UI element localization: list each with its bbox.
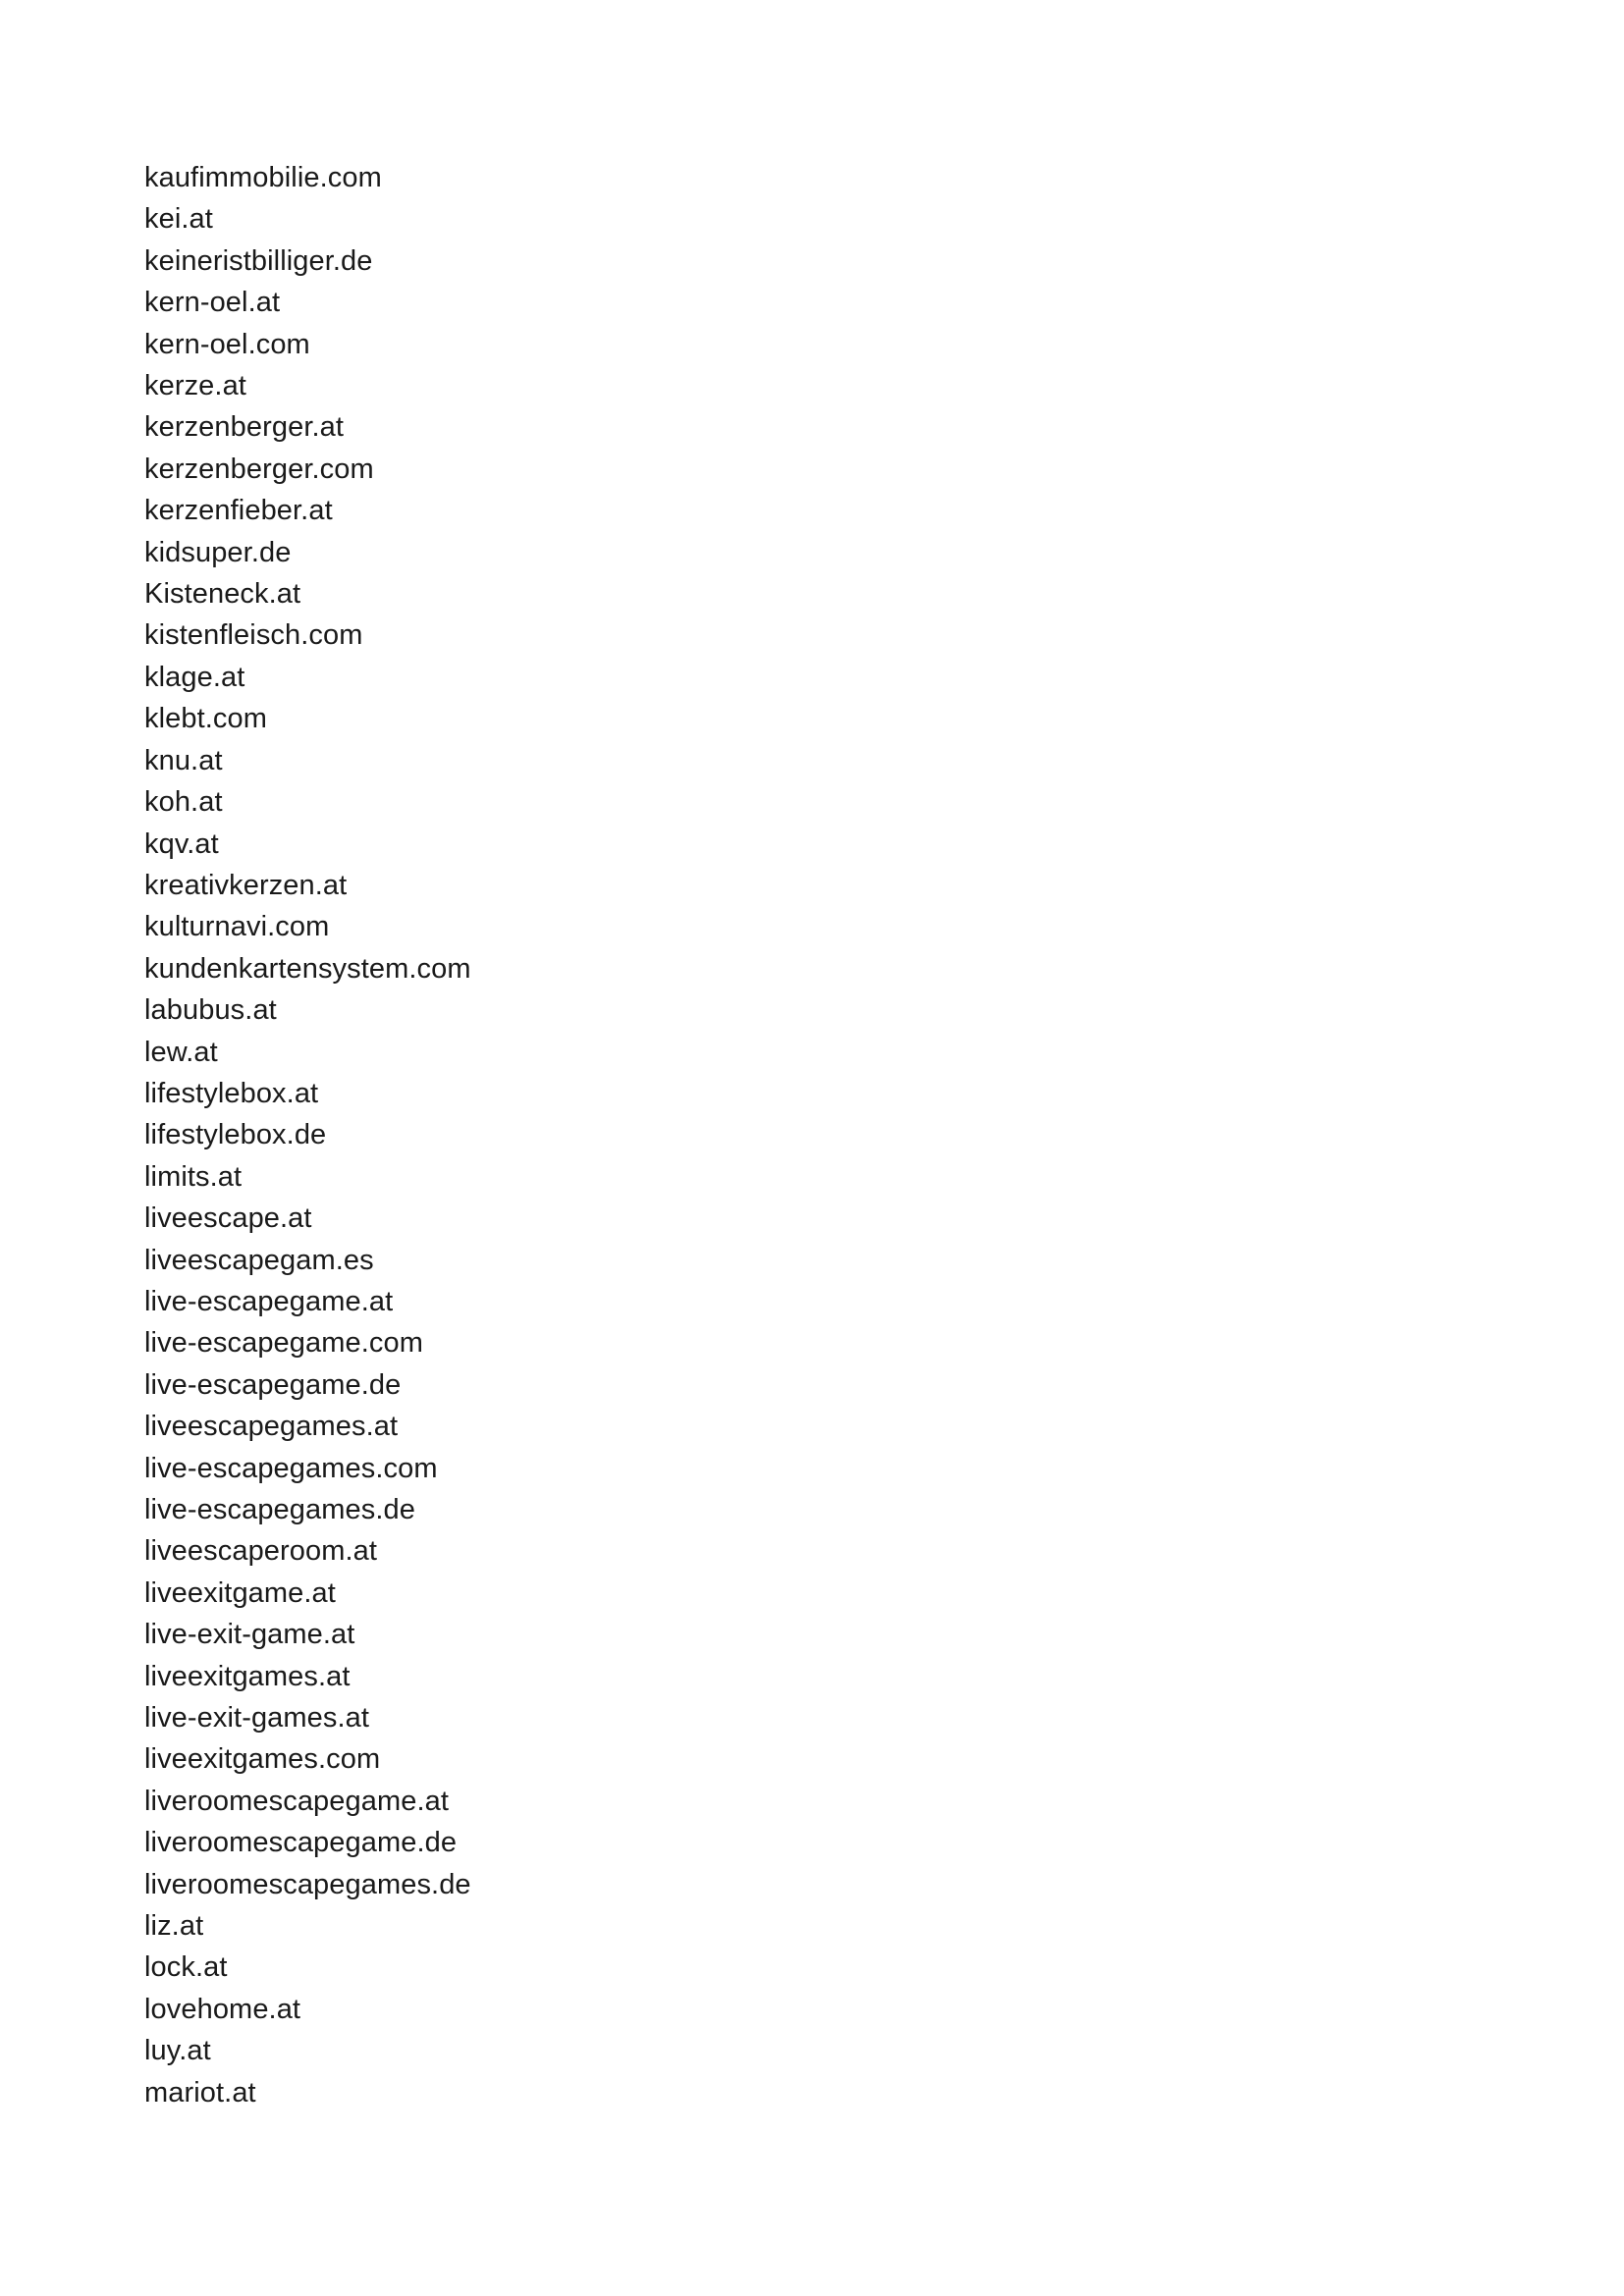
domain-list-item: liveescapegam.es — [144, 1244, 374, 1276]
domain-list-item: lifestylebox.de — [144, 1119, 327, 1151]
domain-list-item: live-exit-games.at — [144, 1702, 370, 1735]
domain-list-item: mariot.at — [144, 2076, 256, 2109]
domain-list-item: liveroomescapegame.de — [144, 1827, 458, 1859]
domain-list-item: kern-oel.com — [144, 328, 310, 360]
domain-list-item: liveescape.at — [144, 1202, 312, 1235]
domain-list-item: liveexitgames.com — [144, 1743, 381, 1776]
domain-list-item: liveexitgames.at — [144, 1660, 351, 1692]
domain-list-item: liveroomescapegames.de — [144, 1868, 471, 1900]
domain-list-item: klebt.com — [144, 703, 267, 735]
domain-list-item: liveexitgame.at — [144, 1576, 336, 1609]
domain-list-item: kerzenberger.com — [144, 453, 374, 485]
domain-list-item: lifestylebox.at — [144, 1077, 319, 1109]
domain-list-item: labubus.at — [144, 994, 277, 1027]
domain-list-item: kreativkerzen.at — [144, 869, 348, 901]
domain-list-item: kaufimmobilie.com — [144, 162, 382, 193]
domain-list-item: luy.at — [144, 2035, 211, 2067]
domain-list-item: kqv.at — [144, 828, 219, 860]
domain-list-item: keineristbilliger.de — [144, 244, 373, 277]
domain-list-item: knu.at — [144, 744, 223, 776]
domain-list-item: kistenfleisch.com — [144, 619, 363, 652]
domain-list-item: kundenkartensystem.com — [144, 952, 471, 985]
domain-list-item: liveroomescapegame.at — [144, 1785, 449, 1817]
domain-list-item: kerzenberger.at — [144, 411, 345, 444]
domain-list-item: Kisteneck.at — [144, 578, 301, 611]
domain-list-item: kerzenfieber.at — [144, 495, 333, 527]
domain-list-item: live-escapegames.de — [144, 1494, 415, 1525]
domain-list-item: liveescaperoom.at — [144, 1535, 378, 1568]
domain-list-item: lovehome.at — [144, 1993, 301, 2025]
domain-list-item: live-exit-game.at — [144, 1619, 355, 1651]
domain-list-item: kern-oel.at — [144, 287, 281, 319]
domain-list-item: live-escapegame.de — [144, 1368, 402, 1401]
domain-list-item: live-escapegame.at — [144, 1285, 394, 1317]
domain-list-item: liveescapegames.at — [144, 1411, 399, 1443]
domain-list-item: kei.at — [144, 203, 213, 236]
domain-list-item: live-escapegame.com — [144, 1327, 423, 1360]
domain-list-item: liz.at — [144, 1910, 204, 1943]
domain-list-item: kidsuper.de — [144, 536, 292, 568]
domain-list-item: live-escapegames.com — [144, 1452, 438, 1484]
domain-list-item: lock.at — [144, 1951, 228, 1984]
domain-list-item: lew.at — [144, 1036, 218, 1068]
domain-list-item: klage.at — [144, 661, 245, 693]
domain-list-item: kerze.at — [144, 370, 246, 402]
domain-list-item: koh.at — [144, 786, 223, 819]
domain-list-item: limits.at — [144, 1160, 243, 1193]
domain-list-item: kulturnavi.com — [144, 911, 330, 943]
